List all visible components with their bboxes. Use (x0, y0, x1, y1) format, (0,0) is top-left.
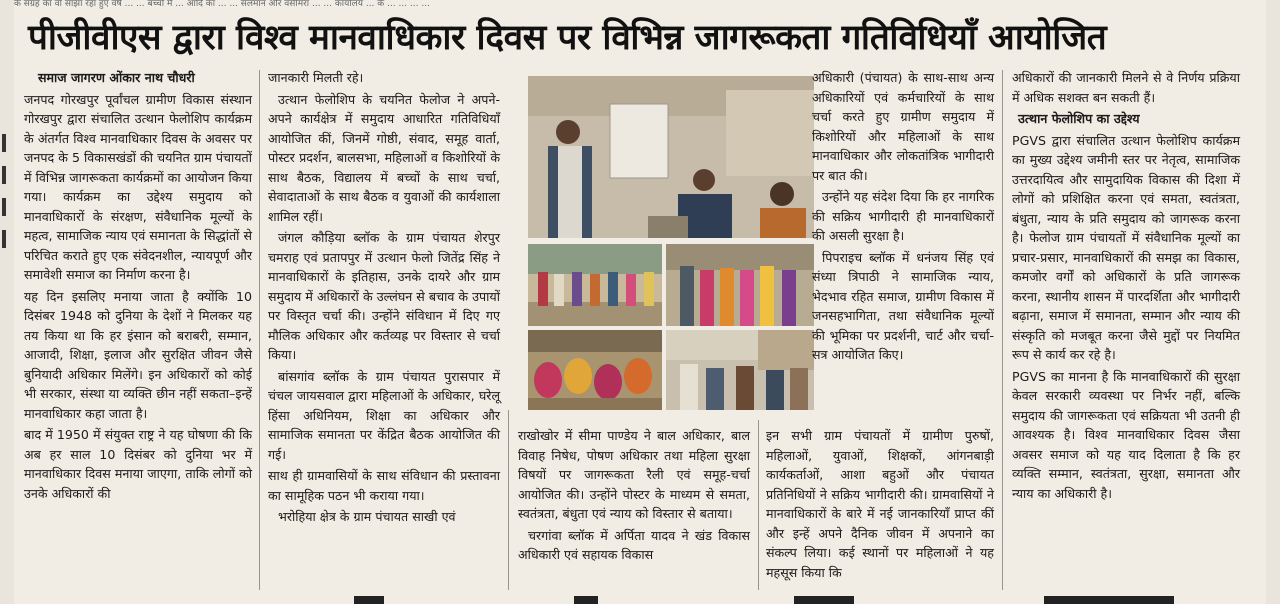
column-5 (1012, 68, 1240, 505)
column-rule (508, 410, 509, 590)
paragraph: राखोखोर में सीमा पाण्डेय ने बाल अधिकार, बाल विवाह निषेध, पोषण अधिकार तथा महिला सुरक्षा विषयों पर जागरूकता रैली एवं समूह-चर्चा आयोजित की। उन्होंने पोस्टर के माध्यम से समता, स्वतंत्रता, बंधुता एवं न्याय को विस्तार से बताया। (518, 428, 750, 521)
paragraph: साथ ही ग्रामवासियों के साथ संविधान की प्रस्तावना का सामूहिक पठन भी कराया गया। (268, 468, 500, 503)
section-subheading: उत्थान फेलोशिप का उद्देश्य (1018, 111, 1140, 126)
photo-women-group-image (666, 244, 814, 326)
paragraph: जनपद गोरखपुर पूर्वांचल ग्रामीण विकास संस्थान गोरखपुर द्वारा संचालित उत्थान फेलोशिप कार्यक्रम के अंतर्गत विश्व मानवाधिकार दिवस के अवसर पर जनपद के 5 विकासखंडों की चयनित ग्राम पंचायतों में विभिन्न जागरूकता कार्यक्रमों का आयोजन किया गया। कार्यक्रम का उद्देश्य समुदाय को मानवाधिकारों के संरक्षण, संवैधानिक मूल्यों के महत्व, सामाजिक न्याय एवं समानता के सिद्धांतों से परिचित कराते हुए एक संवेदनशील, न्यायपूर्ण और समावेशी समाज का निर्माण करना है। (24, 91, 252, 282)
photo-meeting-image (528, 76, 814, 238)
left-page-edge (0, 120, 8, 420)
column-4-lower (766, 426, 994, 584)
headline: पीजीवीएस द्वारा विश्व मानवाधिकार दिवस पर विभिन्न जागरूकता गतिविधियाँ आयोजित (28, 18, 1107, 58)
photo-gathering-4 (666, 330, 814, 410)
next-headline-fragment (354, 596, 384, 604)
paragraph: उत्थान फेलोशिप के चयनित फेलोज ने अपने-अपने कार्यक्षेत्र में समुदाय आधारित गतिविधियाँ आयोजित कीं, जिनमें गोष्ठी, संवाद, समूह वार्ता, पोस्टर प्रदर्शन, बालसभा, महिलाओं व किशोरियों के साथ बैठक, विद्यालय में बच्चों के साथ चर्चा, सेवादाताओं के साथ बैठक व युवाओं की कार्यशाला शामिल रहीं। (268, 91, 500, 224)
paragraph: पिपराइच ब्लॉक में धनंजय सिंह एवं संध्या त्रिपाठी ने सामाजिक न्याय, भेदभाव रहित समाज, ग्रामीण विकास में जनसहभागिता, तथा संवैधानिक मूल्यों की भूमिका पर प्रदर्शनी, चार्ट और चर्चा-सत्र आयोजित किए। (812, 249, 994, 362)
column-1 (24, 68, 252, 505)
paragraph: यह दिन इसलिए मनाया जाता है क्योंकि 10 दिसंबर 1948 को दुनिया के देशों ने मिलकर यह तय किया था कि हर इंसान को बराबरी, सम्मान, आजादी, शिक्षा, इलाज और सुरक्षित जीवन जैसे बुनियादी अधिकार मिलेंगे। इन अधिकारों को कोई भी सरकार, संस्था या व्यक्ति छीन नहीं सकता–इन्हें मानवाधिकार कहा जाता है। (24, 288, 252, 421)
byline: समाज जागरण ओंकार नाथ चौधरी (38, 70, 195, 85)
paragraph: भरोहिया क्षेत्र के ग्राम पंचायत साखी एवं (278, 509, 456, 524)
column-rule (758, 420, 759, 590)
photo-gathering-2 (666, 244, 814, 326)
photo-group-image (528, 244, 662, 326)
next-headline-fragment (1044, 596, 1174, 604)
paragraph: PGVS का मानना है कि मानवाधिकारों की सुरक्षा केवल सरकारी व्यवस्था पर निर्भर नहीं, बल्कि समुदाय की जागरूकता एवं सक्रियता भी उतनी ही आवश्यक है। विश्व मानवाधिकार दिवस जैसा अवसर समाज को यह याद दिलाता है कि हर व्यक्ति सम्मान, स्वतंत्रता, सुरक्षा, समानता और न्याय का अधिकारी है। (1012, 368, 1240, 501)
photo-main (528, 76, 814, 238)
next-headline-fragment (574, 596, 598, 604)
newspaper-page (14, 0, 1266, 604)
photo-gathering-1 (528, 244, 662, 326)
paragraph: PGVS द्वारा संचालित उत्थान फेलोशिप कार्यक्रम का मुख्य उद्देश्य जमीनी स्तर पर नेतृत्व, सामाजिक उत्तरदायित्व और सामुदायिक विकास की दिशा में लोगों को प्रशिक्षित करना एवं समता, स्वतंत्रता, बंधुता, न्याय के प्रति समुदाय को जागरूक करना है। फेलोज ग्राम पंचायतों में संवैधानिक मूल्यों का प्रचार-प्रसार, मानवाधिकारों की समझ का विकास, कमजोर वर्गों को अधिकारों के प्रति जागरूक करना, स्थानीय शासन में पारदर्शिता और भागीदारी बढ़ाना, समाज में समानता, सम्मान और न्याय की संस्कृति को मजबूत करना जैसे मुद्दों पर नियमित रूप से कार्य कर रहे है। (1012, 132, 1240, 362)
photo-room-meeting-image (666, 330, 814, 410)
paragraph: बाद में 1950 में संयुक्त राष्ट्र ने यह घोषणा की कि अब हर साल 10 दिसंबर को दुनिया भर में मानवाधिकार दिवस मनाया जाएगा, ताकि लोगों को उनके अधिकारों की (24, 427, 252, 501)
paragraph: इन सभी ग्राम पंचायतों में ग्रामीण पुरुषों, महिलाओं, युवाओं, शिक्षकों, आंगनबाड़ी कार्यकर्ताओं, आशा बहुओं और पंचायत प्रतिनिधियों ने सक्रिय भागीदारी की। ग्रामवासियों ने मानवाधिकारों के बारे में नई जानकारियाँ प्राप्त कीं और इन्हें अपने दैनिक जीवन में अपनाने का संकल्प लिया। कई स्थानों पर महिलाओं ने यह महसूस किया कि (766, 428, 994, 580)
column-rule (1002, 70, 1003, 590)
top-cut-text: के संग्रह का वो साझा रहा हुए वर्ष ... ... बच्चों में ... आदि का ... ... सलमान और वसीमरा ... ... कार्यालय ... के ... ... ... ... (14, 0, 430, 9)
paragraph: जंगल कौड़िया ब्लॉक के ग्राम पंचायत शेरपुर चमराह एवं प्रतापपुर में उत्थान फेलो जितेंद्र सिंह ने मानवाधिकारों के इतिहास, उनके दायरे और ग्राम समुदाय में अधिकारों के उल्लंघन से बचाव के उपायों पर विस्तृत चर्चा की। उन्होंने संविधान में दिए गए मौलिक अधिकार और कर्तव्यह्र पर विस्तार से चर्चा किया। (268, 230, 500, 362)
photo-seated-women-image (528, 330, 662, 410)
paragraph: उन्होंने यह संदेश दिया कि हर नागरिक की सक्रिय भागीदारी ही मानवाधिकारों की असली सुरक्षा है। (812, 189, 994, 243)
column-rule (259, 70, 260, 590)
column-4 (812, 68, 994, 367)
paragraph: अधिकारी (पंचायत) के साथ-साथ अन्य अधिकारियों एवं कर्मचारियों के साथ चर्चा करते हुए ग्रामीण समुदाय में किशोरियों और महिलाओं के साथ मानवाधिकार और लोकतांत्रिक भागीदारी पर बात की। (812, 70, 994, 183)
paragraph: अधिकारों की जानकारी मिलने से वे निर्णय प्रक्रिया में अधिक सशक्त बन सकती हैं। (1012, 70, 1240, 105)
photo-gathering-3 (528, 330, 662, 410)
column-2 (268, 68, 500, 529)
column-3 (518, 426, 750, 567)
paragraph: बांसगांव ब्लॉक के ग्राम पंचायत पुरासपार में चंचल जायसवाल द्वारा महिलाओं के अधिकार, घरेलू हिंसा अधिनियम, शिक्षा का अधिकार और सामाजिक समानता पर केंद्रित बैठक आयोजित की गई। (268, 368, 500, 462)
next-headline-fragment (794, 596, 854, 604)
paragraph: जानकारी मिलती रहे। (268, 70, 364, 85)
paragraph: चरगांवा ब्लॉक में अर्पिता यादव ने खंड विकास अधिकारी एवं सहायक विकास (518, 527, 750, 562)
